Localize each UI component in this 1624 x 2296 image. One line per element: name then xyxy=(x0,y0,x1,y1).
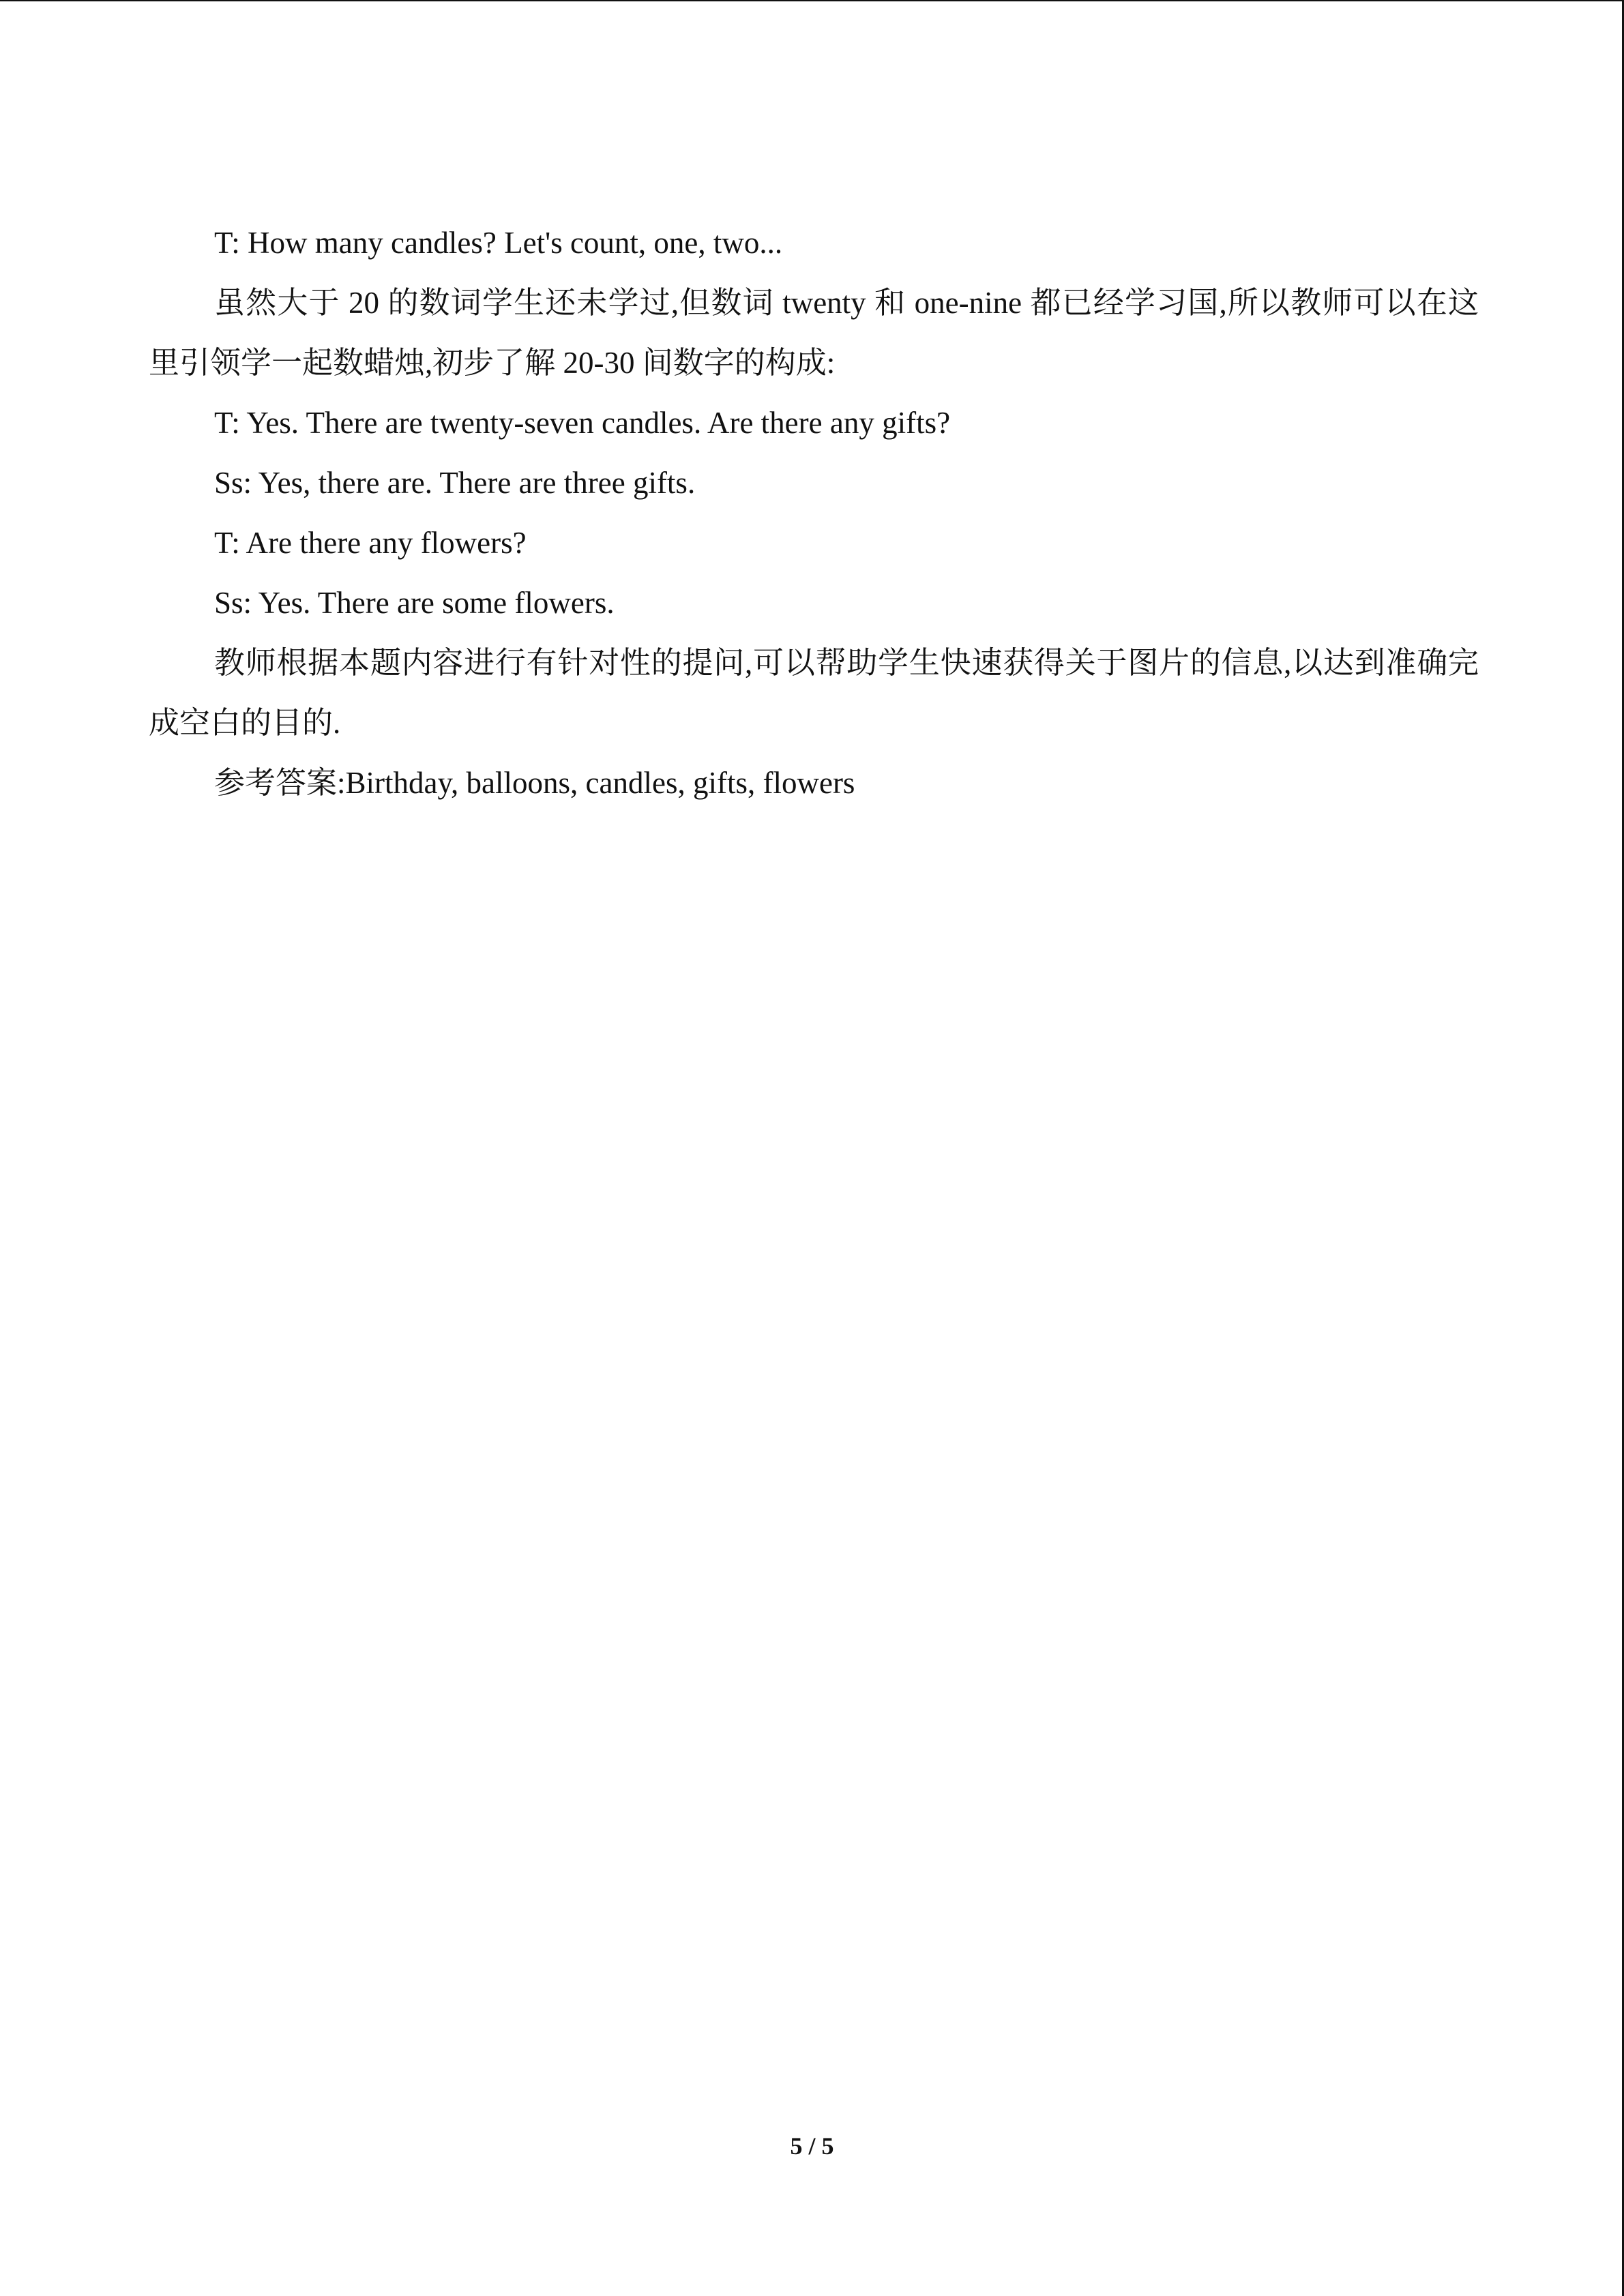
dialogue-teacher-flowers: T: Are there any flowers? xyxy=(214,526,527,560)
commentary-questioning: 教师根据本题内容进行有针对性的提问,可以帮助学生快速获得关于图片的信息,以达到准确完成空白的目的. xyxy=(149,646,1479,740)
page-number: 5 / 5 xyxy=(790,2132,834,2160)
dialogue-students-gifts: Ss: Yes, there are. There are three gifts. xyxy=(214,466,696,500)
page-top-border xyxy=(0,0,1624,1)
dialogue-students-flowers: Ss: Yes. There are some flowers. xyxy=(214,586,615,620)
reference-answer: 参考答案:Birthday, balloons, candles, gifts, flowers xyxy=(214,766,855,800)
commentary-numbers: 虽然大于 20 的数词学生还未学过,但数词 twenty 和 one-nine 都已经学习国,所以教师可以在这里引领学一起数蜡烛,初步了解 20-30 间数字的构成: xyxy=(149,286,1479,380)
document-body xyxy=(149,213,1479,813)
dialogue-teacher-count: T: How many candles? Let's count, one, two... xyxy=(214,226,783,260)
dialogue-teacher-gifts: T: Yes. There are twenty-seven candles. Are there any gifts? xyxy=(214,406,951,440)
